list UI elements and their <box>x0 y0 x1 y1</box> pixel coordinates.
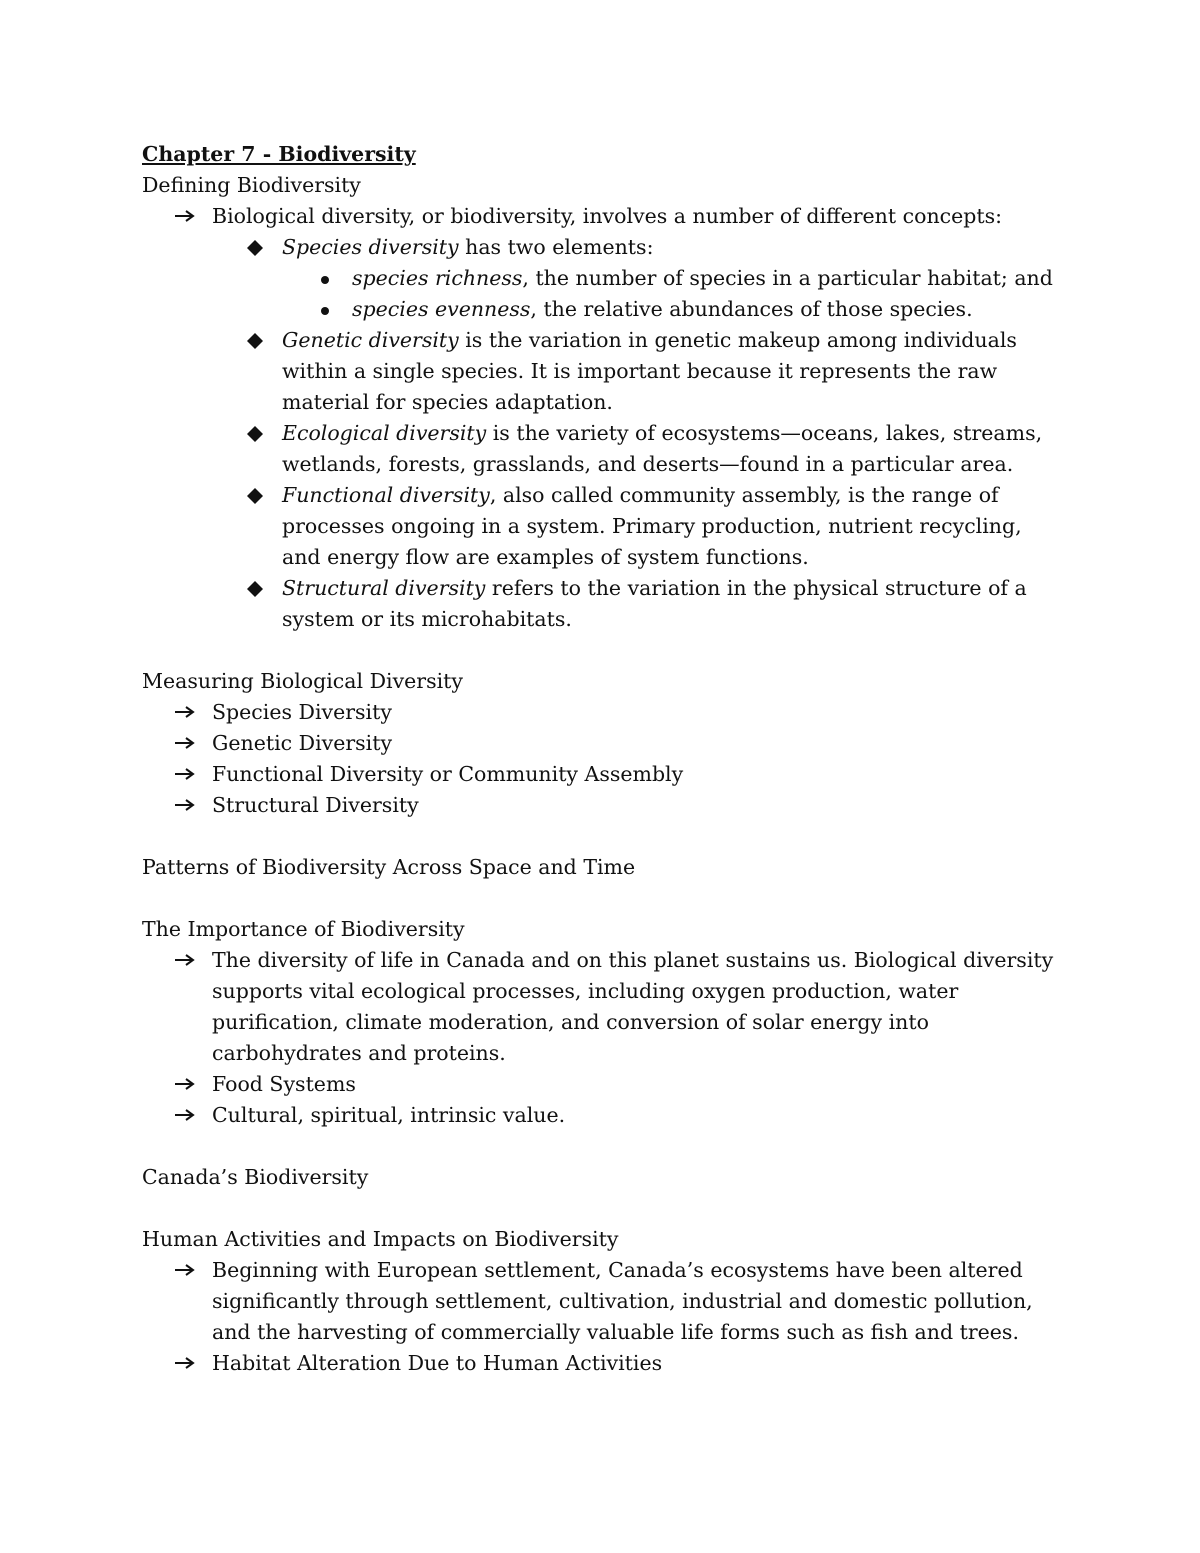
list-item <box>318 294 1062 325</box>
list-item-text <box>352 294 1062 325</box>
list-item-text <box>282 418 1062 480</box>
arrow-icon <box>174 201 212 223</box>
list-item-text <box>352 263 1062 294</box>
spacer <box>142 821 1062 852</box>
list-item <box>174 697 1062 728</box>
list-item-text: The diversity of life in Canada and on this planet sustains us. Biological diversity supports vital ecological processes, including oxygen production, water purification, climate moderation, and conversion of solar energy into carbohydrates and proteins. <box>212 948 1054 1065</box>
list-item <box>174 790 1062 821</box>
term-genetic-diversity: Genetic diversity <box>282 328 459 352</box>
list-item <box>174 1100 1062 1131</box>
term-species-diversity: Species diversity <box>282 235 459 259</box>
arrow-icon <box>174 697 212 719</box>
term-definition: is the variety of ecosystems—oceans, lakes, streams, wetlands, forests, grasslands, and deserts—found in a particular area. <box>282 421 1043 476</box>
term-definition: , the number of species in a particular habitat; and <box>522 266 1053 290</box>
bullet-dot-icon <box>318 294 352 316</box>
list-item-text: Habitat Alteration Due to Human Activities <box>212 1351 663 1375</box>
list-item-text: Beginning with European settlement, Canada’s ecosystems have been altered significantly through settlement, cultivation, industrial and domestic pollution, and the harvesting of commercially valuable life forms such as fish and trees. <box>212 1258 1033 1344</box>
document-body <box>142 139 1062 1379</box>
term-species-evenness: species evenness <box>352 297 531 321</box>
term-definition: has two elements: <box>458 235 654 259</box>
spacer <box>142 883 1062 914</box>
list-item-text <box>282 325 1062 418</box>
list-item-text: Genetic Diversity <box>212 731 393 755</box>
list-item <box>174 1348 1062 1379</box>
term-ecological-diversity: Ecological diversity <box>282 421 487 445</box>
arrow-icon <box>174 1100 212 1122</box>
term-species-richness: species richness <box>352 266 523 290</box>
list-item-text: Functional Diversity or Community Assembly <box>212 762 684 786</box>
term-functional-diversity: Functional diversity <box>282 483 490 507</box>
term-definition: is the variation in genetic makeup among individuals within a single species. It is important because it represents the raw material for species adaptation. <box>282 328 1017 414</box>
diamond-icon <box>246 325 282 349</box>
list-item <box>246 573 1062 635</box>
arrow-icon <box>174 1255 212 1277</box>
list-item <box>174 728 1062 759</box>
arrow-icon <box>174 728 212 750</box>
section-heading-canada: Canada’s Biodiversity <box>142 1165 369 1189</box>
diamond-icon <box>246 418 282 442</box>
arrow-icon <box>174 1348 212 1370</box>
list-item <box>174 1255 1062 1348</box>
list-item <box>318 263 1062 294</box>
list-item <box>174 1069 1062 1100</box>
list-item <box>174 201 1062 232</box>
section-heading-importance: The Importance of Biodiversity <box>142 917 465 941</box>
spacer <box>142 635 1062 666</box>
section-heading-measuring: Measuring Biological Diversity <box>142 669 463 693</box>
section-heading-defining: Defining Biodiversity <box>142 173 361 197</box>
section-heading-human: Human Activities and Impacts on Biodiversity <box>142 1227 619 1251</box>
list-item-text <box>282 480 1062 573</box>
list-item-text: Biological diversity, or biodiversity, involves a number of different concepts: <box>212 204 1003 228</box>
list-item <box>246 232 1062 263</box>
section-heading-patterns: Patterns of Biodiversity Across Space and Time <box>142 855 636 879</box>
arrow-icon <box>174 945 212 967</box>
list-item <box>174 945 1062 1069</box>
list-item-text <box>282 573 1062 635</box>
diamond-icon <box>246 480 282 504</box>
list-item-text: Structural Diversity <box>212 793 419 817</box>
list-item-text: Species Diversity <box>212 700 392 724</box>
list-item <box>246 480 1062 573</box>
list-item-text <box>282 232 1062 263</box>
list-item-text: Cultural, spiritual, intrinsic value. <box>212 1103 566 1127</box>
spacer <box>142 1193 1062 1224</box>
term-definition: , the relative abundances of those species. <box>530 297 973 321</box>
list-item <box>246 418 1062 480</box>
arrow-icon <box>174 1069 212 1091</box>
list-item-text: Food Systems <box>212 1072 356 1096</box>
term-definition: refers to the variation in the physical structure of a system or its microhabitats. <box>282 576 1027 631</box>
chapter-title: Chapter 7 - Biodiversity <box>142 142 416 166</box>
bullet-dot-icon <box>318 263 352 285</box>
arrow-icon <box>174 759 212 781</box>
spacer <box>142 1131 1062 1162</box>
diamond-icon <box>246 232 282 256</box>
term-structural-diversity: Structural diversity <box>282 576 486 600</box>
list-item <box>174 759 1062 790</box>
term-definition: , also called community assembly, is the range of processes ongoing in a system. Primary production, nutrient recycling, and energy flow are examples of system functions. <box>282 483 1022 569</box>
list-item <box>246 325 1062 418</box>
diamond-icon <box>246 573 282 597</box>
arrow-icon <box>174 790 212 812</box>
